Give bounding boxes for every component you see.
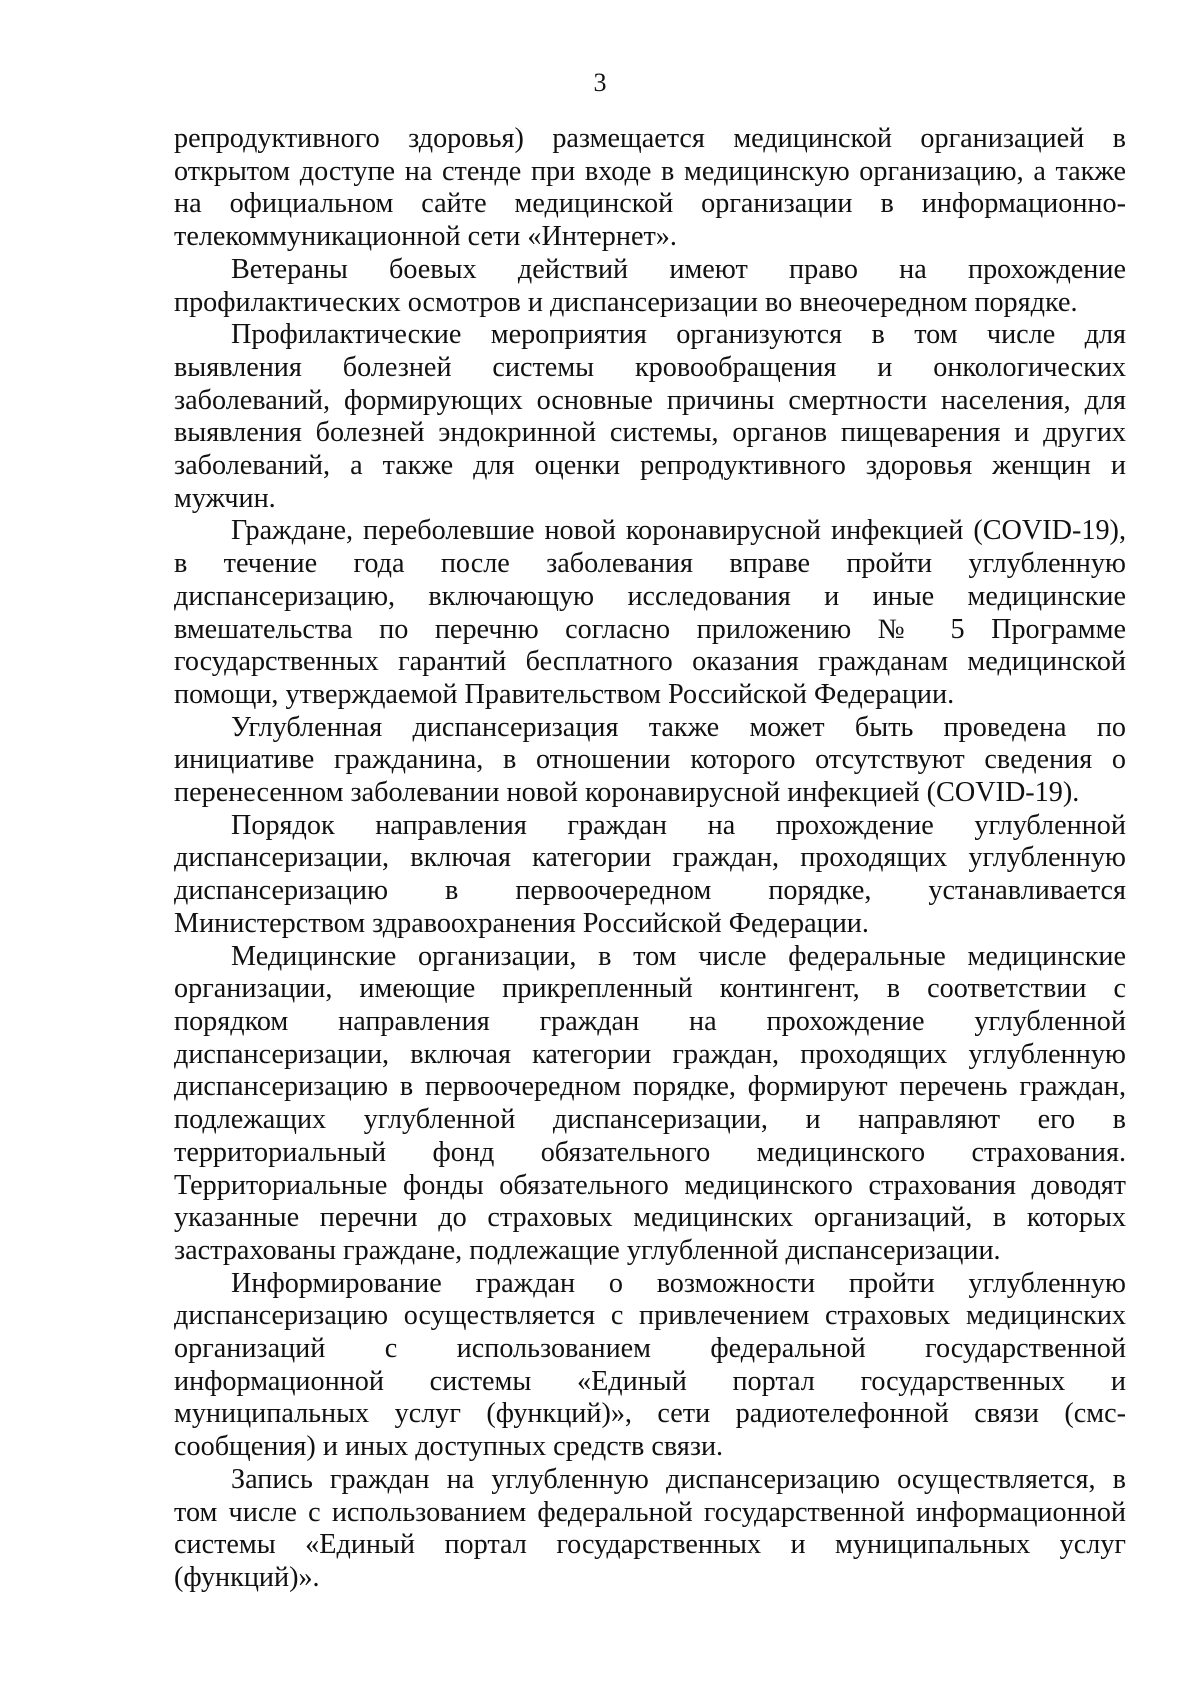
text-line: Порядок направления граждан на прохождение углубленной — [231, 809, 1126, 841]
text-line: репродуктивного здоровья) размещается медицинской организацией в — [174, 123, 1126, 154]
text-line: подлежащих углубленной диспансеризации, и направляют его в — [174, 1104, 1126, 1136]
text-line: Медицинские организации, в том числе федеральные медицинские — [231, 940, 1126, 972]
text-line: диспансеризацию, включающую исследования и иные медицинские — [174, 580, 1126, 612]
text-line: заболеваний, а также для оценки репродуктивного здоровья женщин и — [174, 450, 1126, 482]
text-line: выявления болезней эндокринной системы, органов пищеварения и других — [174, 417, 1126, 449]
text-line: Граждане, переболевшие новой коронавирусной инфекцией (COVID-19), — [231, 515, 1126, 547]
paragraph — [174, 319, 1126, 515]
text-line: Ветераны боевых действий имеют право на прохождение — [231, 253, 1126, 285]
paragraph — [174, 810, 1126, 941]
text-line: (функций)». — [174, 1561, 320, 1593]
text-line: порядком направления граждан на прохождение углубленной — [174, 1005, 1126, 1037]
text-line: инициативе гражданина, в отношении которого отсутствуют сведения о — [174, 744, 1126, 776]
paragraph — [174, 712, 1126, 810]
text-line: открытом доступе на стенде при входе в медицинскую организацию, а также — [174, 155, 1126, 187]
document-body — [174, 123, 1126, 1595]
text-line: системы «Единый портал государственных и муниципальных услуг — [174, 1529, 1126, 1561]
text-line: Профилактические мероприятия организуются в том числе для — [231, 319, 1126, 351]
text-line: территориальный фонд обязательного медицинского страхования. — [174, 1136, 1126, 1168]
text-line: помощи, утверждаемой Правительством Российской Федерации. — [174, 678, 955, 710]
text-line: застрахованы граждане, подлежащие углубленной диспансеризации. — [174, 1234, 1001, 1266]
text-line: диспансеризации, включая категории граждан, проходящих углубленную — [174, 1038, 1126, 1070]
text-line: Информирование граждан о возможности пройти углубленную — [231, 1267, 1126, 1299]
text-line: диспансеризацию осуществляется с привлечением страховых медицинских — [174, 1300, 1126, 1332]
text-line: организации, имеющие прикрепленный контингент, в соответствии с — [174, 973, 1126, 1005]
text-line: мужчин. — [174, 482, 276, 514]
text-line: профилактических осмотров и диспансеризации во внеочередном порядке. — [174, 286, 1078, 318]
text-line: Территориальные фонды обязательного медицинского страхования доводят — [174, 1169, 1126, 1201]
text-line: муниципальных услуг (функций)», сети радиотелефонной связи (смс- — [174, 1398, 1126, 1430]
paragraph — [174, 254, 1126, 319]
text-line: выявления болезней системы кровообращения и онкологических — [174, 351, 1126, 383]
text-line: Министерством здравоохранения Российской Федерации. — [174, 907, 869, 939]
text-line: том числе с использованием федеральной государственной информационной — [174, 1496, 1126, 1528]
text-line: государственных гарантий бесплатного оказания гражданам медицинской — [174, 646, 1126, 678]
text-line: Запись граждан на углубленную диспансеризацию осуществляется, в — [231, 1463, 1126, 1495]
text-line: Углубленная диспансеризация также может быть проведена по — [231, 711, 1126, 743]
paragraph — [174, 515, 1126, 711]
text-line: диспансеризацию в первоочередном порядке, формируют перечень граждан, — [174, 1071, 1126, 1103]
text-line: заболеваний, формирующих основные причины смертности населения, для — [174, 384, 1126, 416]
text-line: диспансеризации, включая категории граждан, проходящих углубленную — [174, 842, 1126, 874]
page-number: 3 — [593, 68, 607, 97]
text-line: вмешательства по перечню согласно приложению № 5 Программе — [174, 613, 1126, 645]
text-line: диспансеризацию в первоочередном порядке, устанавливается — [174, 875, 1126, 907]
paragraph — [174, 1464, 1126, 1595]
paragraph — [174, 1268, 1126, 1464]
text-line: информационной системы «Единый портал государственных и — [174, 1365, 1126, 1397]
text-line: перенесенном заболевании новой коронавирусной инфекцией (COVID-19). — [174, 777, 1080, 809]
text-line: организаций с использованием федеральной государственной — [174, 1333, 1126, 1365]
text-line: в течение года после заболевания вправе пройти углубленную — [174, 548, 1126, 580]
paragraph — [174, 123, 1126, 254]
text-line: телекоммуникационной сети «Интернет». — [174, 221, 677, 253]
text-line: сообщения) и иных доступных средств связи. — [174, 1431, 724, 1463]
paragraph — [174, 941, 1126, 1268]
text-line: указанные перечни до страховых медицинских организаций, в которых — [174, 1202, 1126, 1234]
text-line: на официальном сайте медицинской организации в информационно- — [174, 188, 1126, 220]
